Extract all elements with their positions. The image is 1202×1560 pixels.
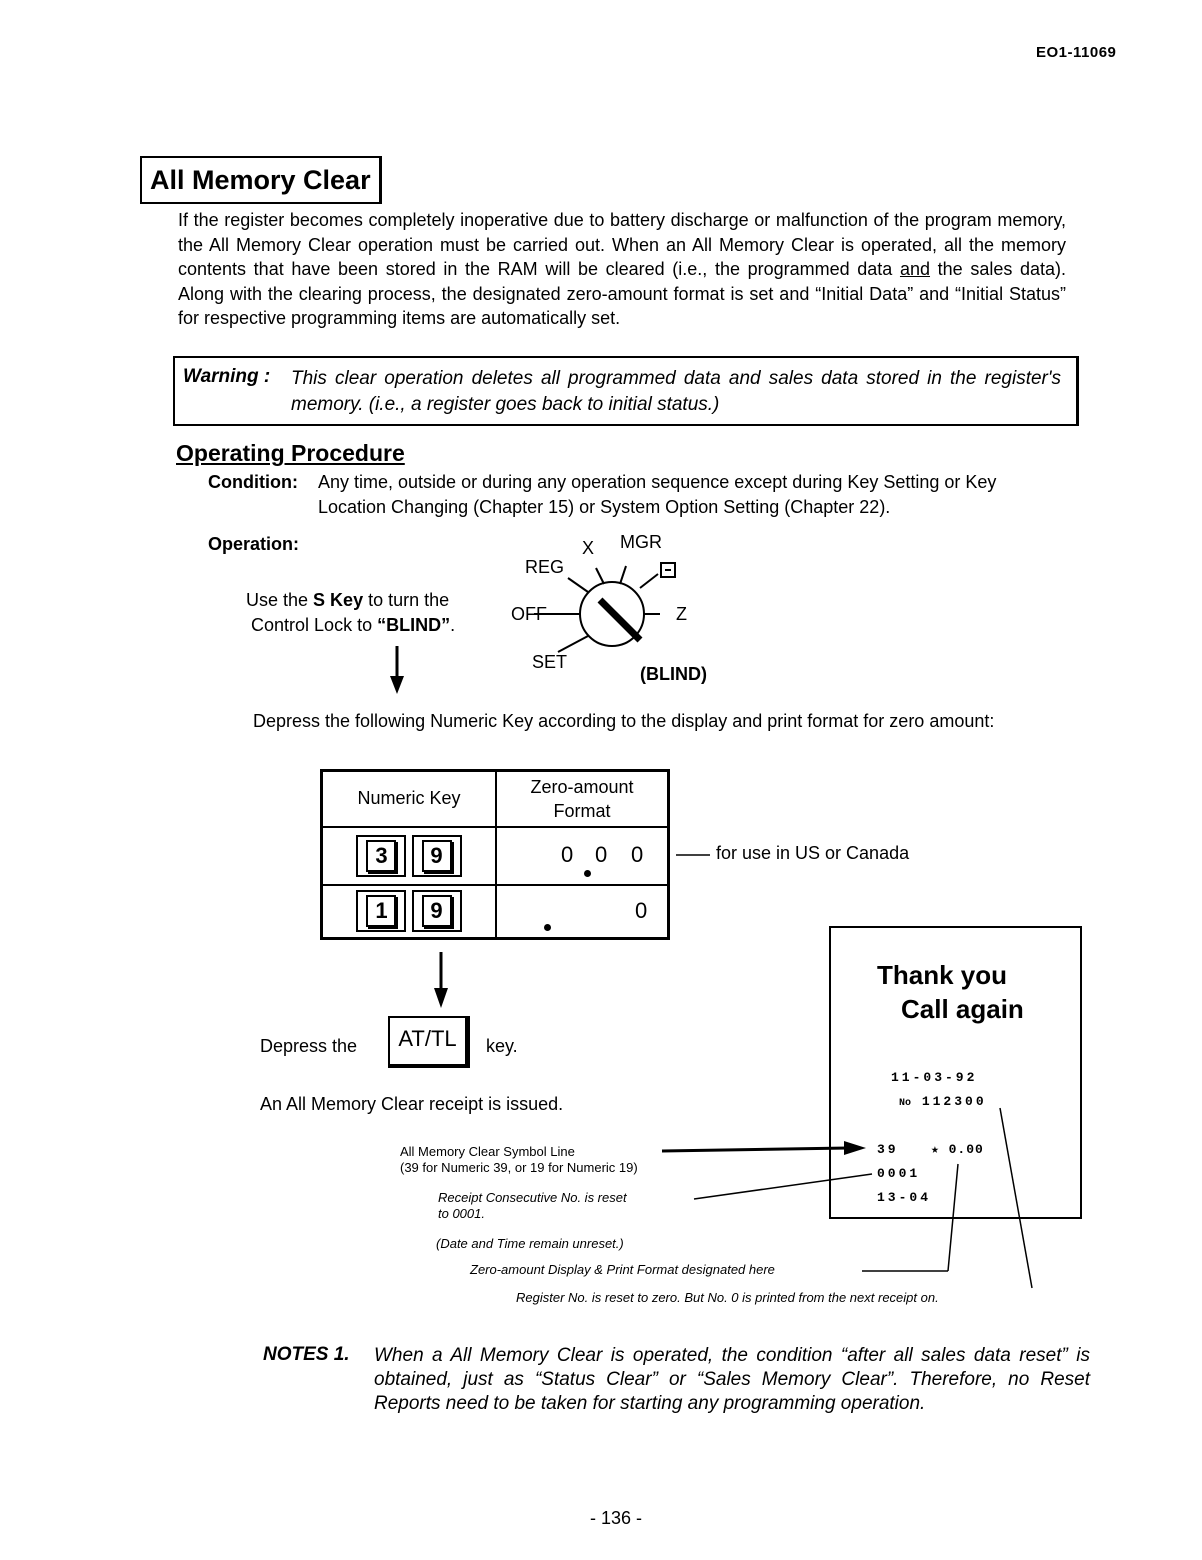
intro-paragraph: If the register becomes completely inoperative due to battery discharge or malfunction of the program memory, the All Memory Clear operation must be carried out. When an All Memory Clear is operated, all the memory contents that have been stored in the RAM will be cleared (i.e., the programmed data and the sales data). Along with the clearing process, the designated zero-amount format is set and “Initial Data” and “Initial Status” for respective programming items are automatically set. [178, 210, 1067, 328]
dial-reg-label: REG [525, 557, 565, 577]
notes-label: NOTES 1. [263, 1344, 350, 1365]
key-word: key. [486, 1036, 518, 1056]
zero-amount-format-header: Zero-amount Format [496, 771, 669, 827]
control-lock-dial [534, 563, 675, 652]
page-number: - 136 - [590, 1508, 643, 1528]
zero-format-annotation: Zero-amount Display & Print Format designated here [470, 1262, 775, 1277]
dial-z-label: Z [676, 604, 687, 624]
key-9-button: 9 [412, 835, 462, 877]
key-3-button: 3 [356, 835, 406, 877]
zero-amount-table [320, 769, 670, 940]
us-canada-note: for use in US or Canada [716, 843, 910, 863]
dial-blind-label: (BLIND) [640, 664, 707, 684]
format-cell: 0 [496, 885, 669, 939]
decimal-point-icon [584, 870, 591, 877]
symbol-line-annotation: All Memory Clear Symbol Line (39 for Numeric 39, or 19 for Numeric 19) [400, 1144, 638, 1175]
dial-x-label: X [582, 538, 595, 558]
receipt-date: 11-03-92 [891, 1070, 978, 1085]
consecutive-annotation: Receipt Consecutive No. is reset to 0001. [438, 1190, 627, 1221]
dial-mgr-label: MGR [620, 532, 662, 552]
warning-text: This clear operation deletes all programmed data and sales data stored in the register's memory. (i.e., a register goes back to initial status.) [291, 368, 1061, 415]
format-cell: 0 0 0 [496, 827, 669, 885]
control-lock-instruction: Use the S Key to turn the Control Lock to “BLIND”. [246, 590, 456, 635]
page-title: All Memory Clear [140, 156, 382, 204]
numeric-key-cell [322, 827, 497, 885]
down-arrow-icon [434, 952, 448, 1008]
key-9-button: 9 [412, 890, 462, 932]
numeric-key-cell [322, 885, 497, 939]
numeric-key-header: Numeric Key [322, 771, 497, 827]
dial-set-label: SET [532, 652, 568, 672]
condition-text: Any time, outside or during any operation sequence except during Key Setting or Key Location Changing (Chapter 15) or System Option Setting (Chapter 22). [318, 472, 997, 517]
register-no-annotation: Register No. is reset to zero. But No. 0 is printed from the next receipt on. [516, 1290, 939, 1305]
receipt-issued-text: An All Memory Clear receipt is issued. [260, 1094, 564, 1114]
receipt-symbol-amount: ★ 0.00 [931, 1142, 984, 1157]
receipt-time: 13-04 [877, 1190, 932, 1205]
depress-numeric-instruction: Depress the following Numeric Key according to the display and print format for zero amount: [253, 711, 995, 731]
dial-off-label: OFF [511, 604, 547, 624]
receipt-symbol-code: 39 [877, 1142, 899, 1157]
decimal-point-icon [544, 924, 551, 931]
document-id: EO1-11069 [1036, 44, 1117, 61]
warning-label: Warning : [183, 366, 271, 387]
notes-text: When a All Memory Clear is operated, the condition “after all sales data reset” is obtained, just as “Status Clear” or “Sales Memory Clear”. Therefore, no Reset Reports need to be taken for starting any programming operation. [374, 1345, 1090, 1414]
down-arrow-icon [390, 646, 404, 694]
date-time-annotation: (Date and Time remain unreset.) [436, 1236, 624, 1251]
receipt-thank-you: Thank you [877, 960, 1008, 990]
receipt [829, 926, 1082, 1219]
receipt-number-line: No 112300 [899, 1094, 987, 1109]
operation-label: Operation: [208, 534, 300, 554]
key-1-button: 1 [356, 890, 406, 932]
condition-label: Condition: [208, 472, 298, 492]
at-tl-key: AT/TL [388, 1016, 470, 1068]
receipt-call-again: Call again [901, 994, 1024, 1024]
receipt-consecutive-no: 0001 [877, 1166, 921, 1181]
depress-the-text: Depress the [260, 1036, 358, 1056]
operating-procedure-heading: Operating Procedure [176, 440, 405, 466]
